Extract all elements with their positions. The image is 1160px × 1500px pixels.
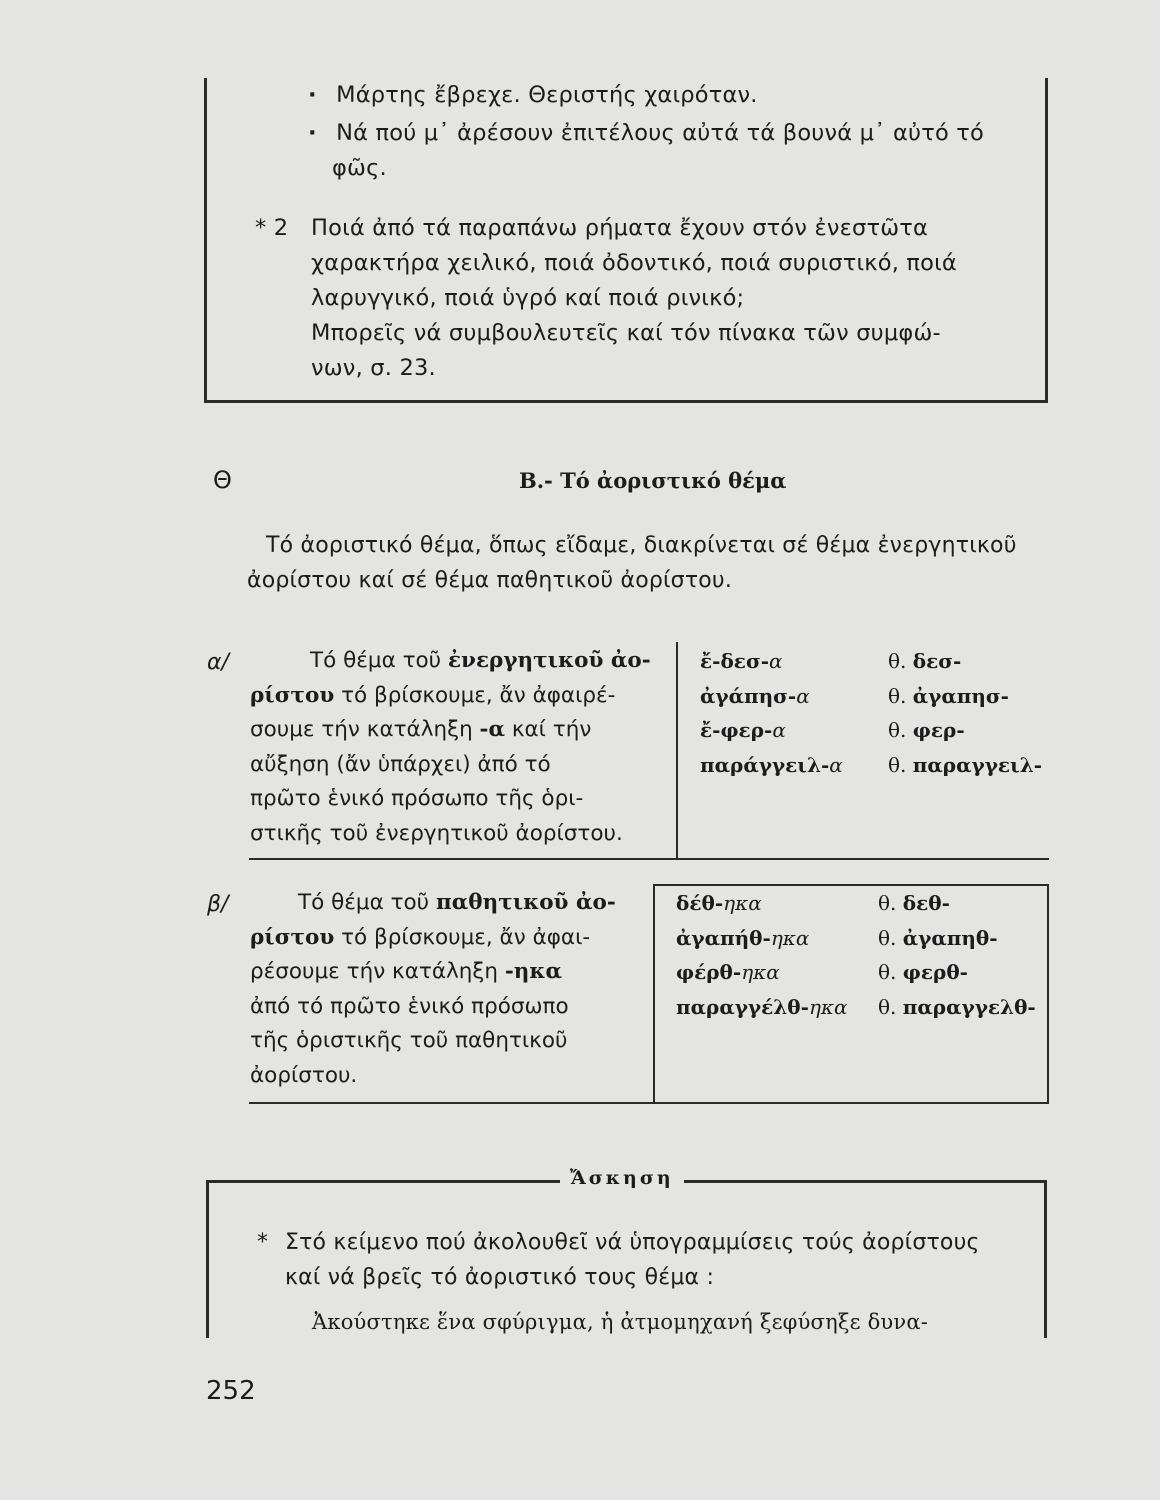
row-a-stem-2-value: ἀγαπησ-: [912, 683, 1009, 708]
row-b-ex3-stem: φέρθ-: [676, 960, 742, 984]
ex2-line-5: νων, σ. 23.: [311, 355, 436, 381]
row-b-l2-rest: τό βρίσκουμε, ἄν ἀφαι-: [334, 924, 591, 950]
row-a-line-6: στικῆς τοῦ ἐνεργητικοῦ ἀορίστου.: [250, 820, 623, 846]
row-b-description: [250, 886, 635, 1093]
row-b-stem-4: [878, 990, 1036, 1025]
row-b-l3-bold: -ηκα: [504, 959, 563, 984]
box1-bullet-1-text: Μάρτης ἔβρεχε. Θεριστής χαιρόταν.: [336, 82, 758, 108]
row-b-l1-bold: παθητικοῦ ἀο-: [435, 890, 616, 915]
row-b-l1-pre: Τό θέμα τοῦ: [298, 890, 436, 915]
row-b-example-4: [676, 990, 848, 1025]
row-b-line-1: [250, 886, 635, 921]
row-a-example-2: [700, 679, 843, 714]
row-b-ex4-ending: ηκα: [808, 994, 848, 1019]
theta-prefix: θ.: [888, 649, 907, 673]
row-b-example-1: [676, 886, 848, 921]
row-a-line-5: πρῶτο ἑνικό πρόσωπο τῆς ὁρι-: [250, 786, 584, 811]
row-a-ex3-ending: α: [772, 718, 786, 742]
row-a-stem-4: [888, 748, 1042, 783]
exercise-left-border: [206, 1180, 209, 1338]
row-a-ex4-ending: α: [829, 752, 843, 777]
row-a-ex2-stem: ἀγάπησ-: [700, 683, 797, 708]
box1-bullet-2: [308, 120, 984, 146]
row-b-bottom-rule: [249, 1102, 1049, 1104]
row-a-example-1: [700, 644, 843, 679]
row-a-l3-pre: σουμε τήν κατάληξη: [250, 717, 480, 742]
row-b-label: β/: [207, 892, 229, 917]
intro-line-2: ἀορίστου καί σέ θέμα παθητικοῦ ἀορίστου.: [247, 568, 733, 593]
row-b-line-2: [250, 921, 635, 956]
bullet-icon: ·: [308, 82, 317, 108]
row-a-label: α/: [207, 650, 229, 675]
row-a-ex1-ending: α: [769, 649, 783, 673]
row-a-example-3: [700, 713, 843, 748]
row-b-ex2-ending: ηκα: [770, 925, 810, 950]
intro-line-1: Τό ἀοριστικό θέμα, ὅπως εἴδαμε, διακρίνεται σέ θέμα ἐνεργητικοῦ: [266, 533, 1017, 558]
row-b-line-5: τῆς ὁριστικῆς τοῦ παθητικοῦ: [250, 1028, 568, 1053]
box1-bottom-border: [204, 400, 1048, 403]
row-b-stems: [878, 886, 1036, 1024]
row-a-line-1: [250, 644, 665, 679]
row-a-l3-post: καί τήν: [505, 717, 592, 742]
row-b-ex1-stem: δέθ-: [676, 891, 724, 915]
exercise-right-border: [1044, 1180, 1047, 1338]
row-b-line-3: [250, 955, 635, 990]
row-a-stem-2: [888, 679, 1042, 714]
row-a-l3-bold: -α: [479, 717, 505, 742]
row-b-l3-pre: ρέσουμε τήν κατάληξη: [250, 959, 505, 984]
theta-prefix: θ.: [888, 683, 907, 708]
theta-prefix: θ.: [878, 891, 897, 915]
ex2-line-2: χαρακτήρα χειλικό, ποιά ὀδοντικό, ποιά συριστικό, ποιά: [311, 250, 957, 276]
theta-prefix: θ.: [878, 994, 897, 1019]
row-a-stem-3-value: φερ-: [912, 718, 965, 742]
row-b-ex3-ending: ηκα: [741, 960, 780, 984]
row-a-ex4-stem: παράγγειλ-: [700, 752, 830, 777]
row-a-line-2: [250, 679, 665, 714]
row-a-ex2-ending: α: [796, 683, 810, 708]
theta-prefix: θ.: [878, 960, 897, 984]
row-b-stem-4-value: παραγγελθ-: [902, 994, 1036, 1019]
theta-prefix: θ.: [888, 718, 907, 742]
row-b-ex2-stem: ἀγαπήθ-: [676, 925, 771, 950]
row-a-l2-rest: τό βρίσκουμε, ἄν ἀφαιρέ-: [334, 682, 616, 708]
row-b-stem-3-value: φερθ-: [902, 960, 968, 984]
row-a-l1-bold: ἐνεργητικοῦ ἀο-: [447, 648, 651, 673]
row-b-stem-2: [878, 921, 1036, 956]
box1-bullet-2-cont: φῶς.: [332, 155, 387, 181]
box1-bullet-2-text: Νά πού μ᾽ ἀρέσουν ἐπιτέλους αὐτά τά βουνά μ᾽ αὐτό τό: [336, 120, 985, 146]
ex2-line-3: λαρυγγικό, ποιά ὑγρό καί ποιά ρινικό;: [311, 285, 745, 311]
exercise-line-1: Στό κείμενο πού ἀκολουθεῖ νά ὑπογραμμίσεις τούς ἀορίστους: [285, 1230, 980, 1255]
section-title: Β.- Τό ἀοριστικό θέμα: [519, 468, 787, 493]
bullet-icon: ·: [308, 120, 317, 146]
row-b-ex4-stem: παραγγέλθ-: [676, 994, 809, 1019]
row-b-stem-2-value: ἀγαπηθ-: [902, 925, 998, 950]
row-a-stem-4-value: παραγγειλ-: [912, 752, 1043, 777]
row-a-bottom-rule: [249, 858, 1049, 860]
row-b-line-4: ἀπό τό πρῶτο ἑνικό πρόσωπο: [250, 993, 569, 1019]
exercise-title: Ἄσκηση: [560, 1167, 684, 1189]
exercise-line-2: καί νά βρεῖς τό ἀοριστικό τους θέμα :: [285, 1265, 715, 1290]
row-b-divider: [653, 884, 655, 1102]
section-mark: Θ: [213, 466, 232, 494]
row-b-right-border: [1047, 884, 1049, 1102]
row-a-l2-bold: ρίστου: [250, 682, 335, 708]
ex2-line-1: Ποιά ἀπό τά παραπάνω ρήματα ἔχουν στόν ἐνεστῶτα: [311, 215, 929, 241]
row-b-ex1-ending: ηκα: [723, 891, 762, 915]
box1-bullet-1: [308, 82, 758, 108]
row-a-stem-3: [888, 713, 1042, 748]
row-a-stem-1-value: δεσ-: [912, 649, 962, 673]
row-a-stems: [888, 644, 1042, 782]
ex2-marker: * 2: [255, 215, 289, 241]
row-a-line-3: [250, 713, 665, 748]
row-a-description: [250, 644, 665, 851]
row-b-stem-1: [878, 886, 1036, 921]
row-b-examples: [676, 886, 848, 1024]
exercise-marker: *: [257, 1230, 269, 1255]
theta-prefix: θ.: [878, 925, 897, 950]
row-a-line-4: αὔξηση (ἄν ὑπάρχει) ἀπό τό: [250, 751, 551, 777]
row-a-examples: [700, 644, 843, 782]
box1-right-border: [1045, 78, 1048, 403]
page-number: 252: [206, 1376, 256, 1406]
ex2-line-4: Μπορεῖς νά συμβουλευτεῖς καί τόν πίνακα τῶν συμφώ-: [311, 320, 941, 346]
row-b-l2-bold: ρίστου: [250, 924, 335, 950]
theta-prefix: θ.: [888, 752, 907, 777]
row-b-stem-1-value: δεθ-: [902, 891, 950, 915]
row-a-example-4: [700, 748, 843, 783]
row-a-ex3-stem: ἔ-φερ-: [700, 718, 773, 742]
row-a-l1-pre: Τό θέμα τοῦ: [310, 648, 448, 673]
row-b-example-3: [676, 955, 848, 990]
row-b-example-2: [676, 921, 848, 956]
row-a-divider: [676, 642, 678, 860]
row-b-stem-3: [878, 955, 1036, 990]
row-a-stem-1: [888, 644, 1042, 679]
box1-left-border: [204, 78, 207, 403]
row-b-line-6: ἀορίστου.: [250, 1062, 358, 1088]
exercise-line-3: Ἀκούστηκε ἕνα σφύριγμα, ἡ ἀτμομηχανή ξεφύσηξε δυνα-: [312, 1310, 929, 1334]
row-a-ex1-stem: ἔ-δεσ-: [700, 649, 770, 673]
